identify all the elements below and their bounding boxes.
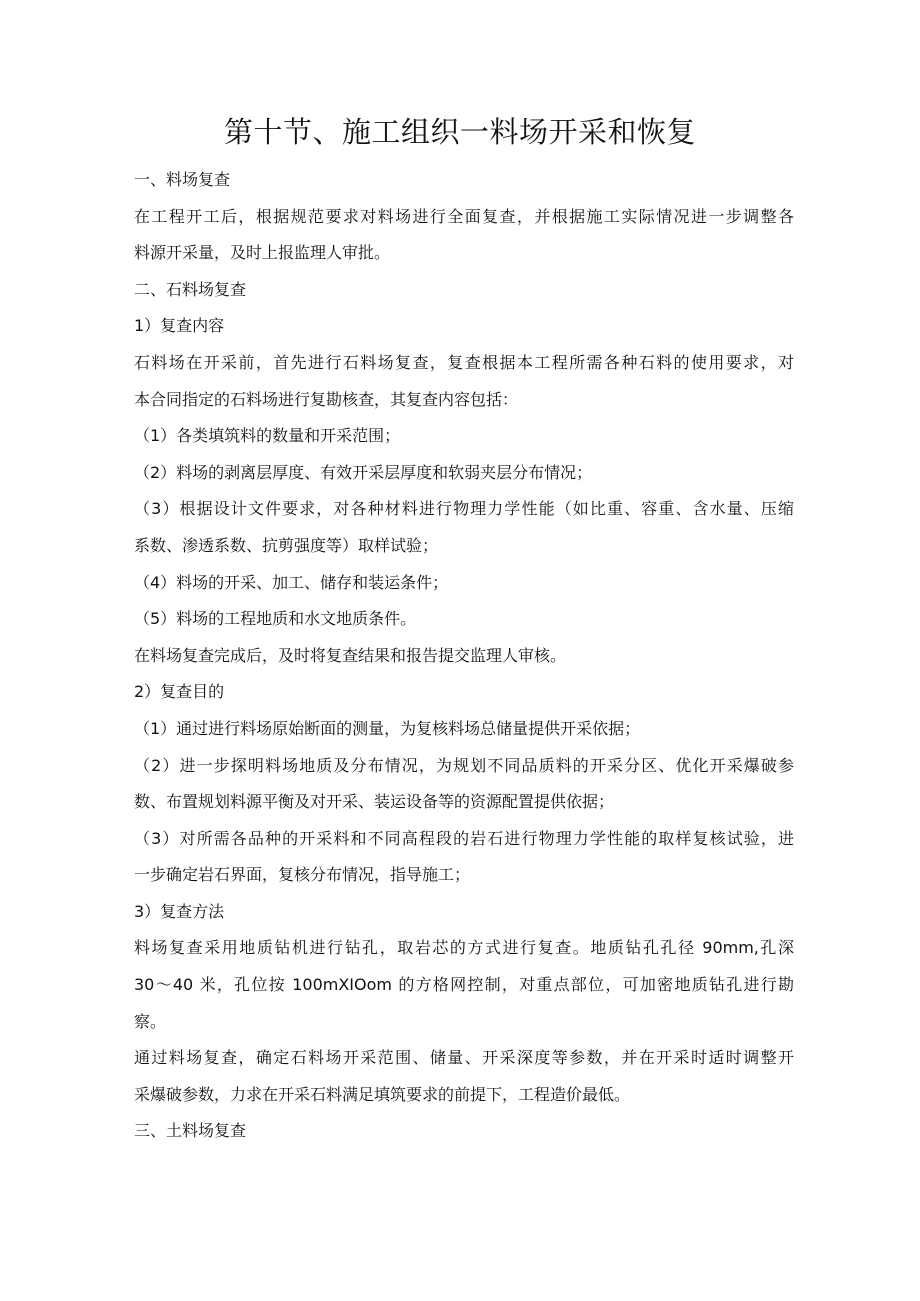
page-title: 第十节、施工组织一料场开采和恢复 [223,115,696,149]
section-heading: 一、料场复查 [134,170,231,189]
paragraph-line: （5）料场的工程地质和水文地质条件。 [134,609,417,629]
paragraph-line: 通过料场复查，确定石料场开采范围、储量、开采深度等参数，并在开采时适时调整开 [134,1048,794,1068]
paragraph-line: （2）料场的剥离层厚度、有效开采层厚度和软弱夹层分布情况； [134,462,593,482]
section-heading: 二、石料场复查 [134,279,247,299]
paragraph-line: 一步确定岩石界面，复核分布情况，指导施工； [134,865,471,885]
paragraph-line: 料源开采量，及时上报监理人审批。 [134,243,391,263]
document-body [134,162,794,1150]
paragraph-line: 在料场复查完成后，及时将复查结果和报告提交监理人审核。 [134,645,567,665]
paragraph-line: （4）料场的开采、加工、储存和装运条件； [134,572,449,592]
paragraph-line: 在工程开工后，根据规范要求对料场进行全面复查，并根据施工实际情况进一步调整各 [134,206,794,226]
paragraph-line: 数、布置规划料源平衡及对开采、装运设备等的资源配置提供依据； [134,792,615,812]
paragraph-line: （3）根据设计文件要求，对各种材料进行物理力学性能（如比重、容重、含水量、压缩 [134,499,794,519]
paragraph-line: （2）进一步探明料场地质及分布情况，为规划不同品质料的开采分区、优化开采爆破参 [134,755,794,775]
section-heading: 2）复查目的 [134,682,225,702]
paragraph-line: （1）各类填筑料的数量和开采范围； [134,426,401,446]
paragraph-line: 石料场在开采前，首先进行石料场复查，复查根据本工程所需各种石料的使用要求，对 [134,352,794,372]
section-heading: 1）复查内容 [134,316,225,336]
paragraph-line: 料场复查采用地质钻机进行钻孔，取岩芯的方式进行复查。地质钻孔孔径 90mm,孔深 [134,938,794,958]
paragraph-line: 30〜40 米，孔位按 100mXIOom 的方格网控制，对重点部位，可加密地质钻孔进行勘 [134,975,794,995]
paragraph-line: 采爆破参数，力求在开采石料满足填筑要求的前提下，工程造价最低。 [134,1084,631,1104]
paragraph-line: （1）通过进行料场原始断面的测量，为复核料场总储量提供开采依据； [134,718,641,738]
paragraph-line: 系数、渗透系数、抗剪强度等）取样试验； [134,535,439,555]
section-heading: 三、土料场复查 [134,1121,247,1141]
section-heading: 3）复查方法 [134,901,225,921]
paragraph-line: 本合同指定的石料场进行复勘核查，其复查内容包括： [134,389,519,409]
paragraph-line: 察。 [134,1011,167,1031]
paragraph-line: （3）对所需各品种的开采料和不同高程段的岩石进行物理力学性能的取样复核试验，进 [134,828,794,848]
